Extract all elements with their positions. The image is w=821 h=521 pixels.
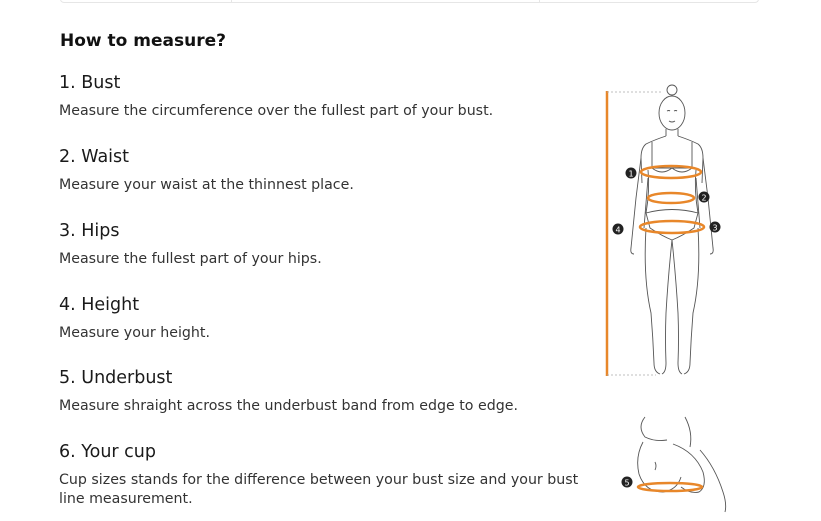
marker-4 [613, 224, 624, 235]
measure-item-hips [59, 220, 559, 269]
item-description: Measure your height. [59, 325, 210, 341]
svg-text:3: 3 [712, 223, 718, 233]
svg-text:1: 1 [628, 169, 634, 179]
tab-bar [60, 0, 759, 3]
svg-text:2: 2 [701, 193, 707, 203]
tab-divider [539, 0, 540, 2]
measure-item-height [59, 294, 559, 343]
chest-outline [638, 417, 726, 512]
item-description: Measure the circumference over the fullest part of your bust. [59, 103, 494, 119]
item-title: 5. Underbust [59, 368, 173, 388]
waist-band [648, 193, 694, 203]
page-title: How to measure? [60, 31, 226, 51]
item-description: Measure your waist at the thinnest place. [59, 177, 354, 193]
measure-item-cup [59, 441, 579, 509]
marker-5 [622, 477, 633, 488]
item-title: 2. Waist [59, 147, 130, 167]
marker-2 [699, 192, 710, 203]
item-description: Measure shraight across the underbust band from edge to edge. [59, 398, 518, 414]
svg-text:5: 5 [624, 478, 630, 488]
item-title: 3. Hips [59, 221, 120, 241]
item-description: Cup sizes stands for the difference between your bust size and your bust line measurement. [59, 472, 579, 507]
body-measurement-figure [596, 78, 746, 383]
measure-item-bust [59, 72, 559, 121]
marker-3 [710, 222, 721, 233]
item-title: 6. Your cup [59, 442, 157, 462]
measurement-bands [640, 166, 707, 233]
measure-item-waist [59, 146, 559, 195]
tab-divider [231, 0, 232, 2]
svg-text:4: 4 [615, 225, 621, 235]
item-title: 1. Bust [59, 73, 121, 93]
cup-measurement-figure [615, 412, 735, 517]
item-title: 4. Height [59, 295, 140, 315]
measure-item-underbust [59, 367, 559, 416]
marker-1 [626, 168, 637, 179]
item-description: Measure the fullest part of your hips. [59, 251, 322, 267]
